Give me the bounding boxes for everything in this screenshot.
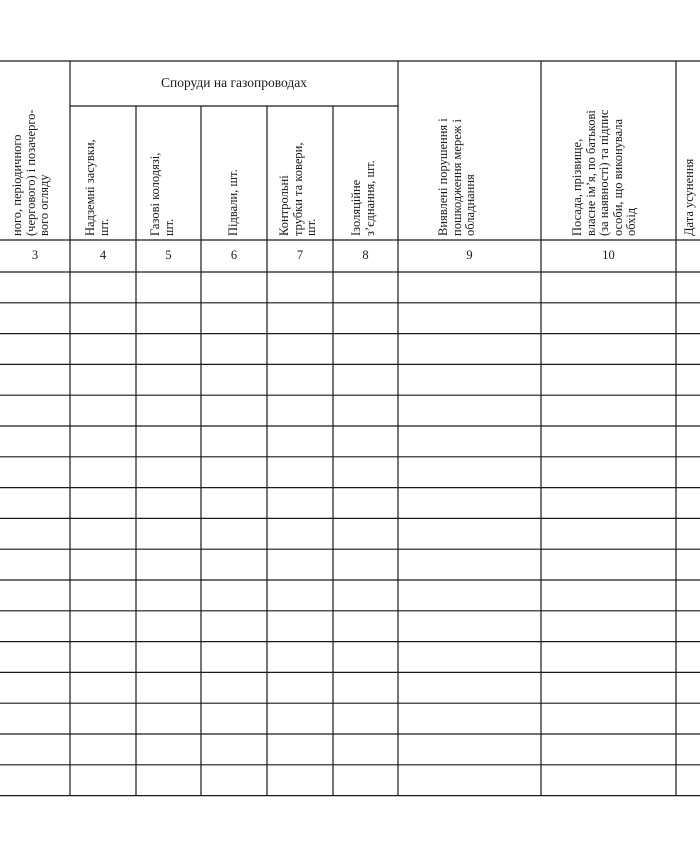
header-gas-wells: Газові колодязі, шт. xyxy=(148,152,176,236)
col-number: 8 xyxy=(362,248,369,262)
col-number: 5 xyxy=(165,248,172,262)
col-number: 6 xyxy=(230,248,238,262)
col-number: 7 xyxy=(296,248,304,262)
col-number: 3 xyxy=(31,248,39,262)
col-number: 4 xyxy=(99,248,107,262)
header-inspector: Посада, прізвище, власне ім’я, по батькові (за наявності) та підпис особи, що виконувала обхід xyxy=(569,109,638,236)
header-insulating-joints: Ізоляційне з’єднання, шт. xyxy=(349,160,377,236)
header-detected-violations: Виявлені порушення і пошкодження мереж і обладнання xyxy=(436,118,478,236)
header-elimination-date: Дата усунення xyxy=(682,158,697,236)
header-basements: Підвали, шт. xyxy=(226,169,241,236)
header-inspection-type: ного, періодичного (чергового) і позачерго- вого огляду xyxy=(9,109,51,236)
col-number: 9 xyxy=(466,248,473,262)
header-control-tubes: Контрольні трубки та ковери, шт. xyxy=(276,142,318,236)
header-above-ground-valves: Надземні засувки, шт. xyxy=(82,139,110,236)
group-header: Споруди на газопроводах xyxy=(160,75,308,90)
col-number: 10 xyxy=(602,248,615,262)
